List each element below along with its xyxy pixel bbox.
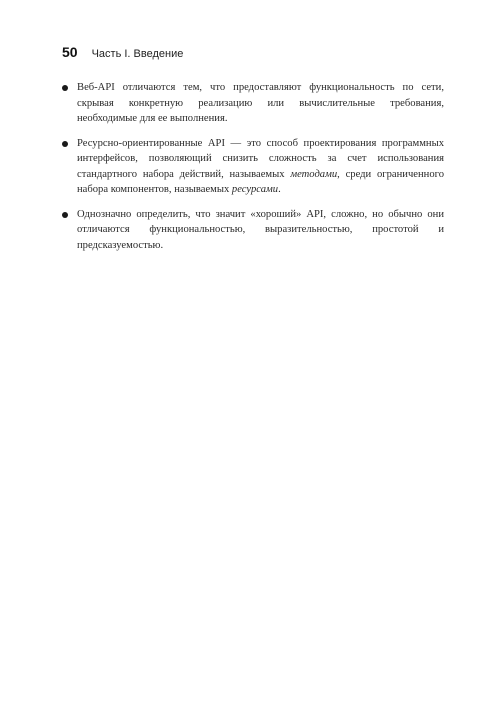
bullet-list	[62, 80, 444, 262]
page-number: 50	[62, 44, 78, 60]
bullet-text: Ресурсно-ориентированные API — это способ проектирования программных интерфейсов, позволяющий снизить сложность за счет использования стандартного набора действий, называемых	[77, 137, 444, 180]
bullet-dot-icon	[62, 85, 68, 91]
bullet-item-good-api	[62, 207, 444, 254]
running-head: Часть I. Введение	[91, 48, 184, 60]
bullet-text: Веб-API отличаются тем, что предоставляют функциональность по сети, скрывая конкретную реализацию или вычислительные требования, необходимые для ее выполнения.	[77, 82, 444, 124]
bullet-dot-icon	[62, 141, 68, 147]
page-header	[62, 44, 183, 60]
bullet-item-web-api	[62, 80, 444, 127]
bullet-text: Однозначно определить, что значит «хороший» API, сложно, но обычно они отличаются функциональностью, выразительностью, простотой и предсказуемостью.	[77, 208, 444, 251]
emphasis-resources: ресурсами	[231, 184, 279, 195]
bullet-dot-icon	[62, 212, 68, 218]
bullet-item-resource-api	[62, 136, 444, 198]
bullet-text: , среди ограниченного набора компонентов, называемых	[77, 168, 444, 195]
emphasis-methods: методами	[290, 168, 338, 180]
bullet-text: .	[278, 184, 281, 195]
